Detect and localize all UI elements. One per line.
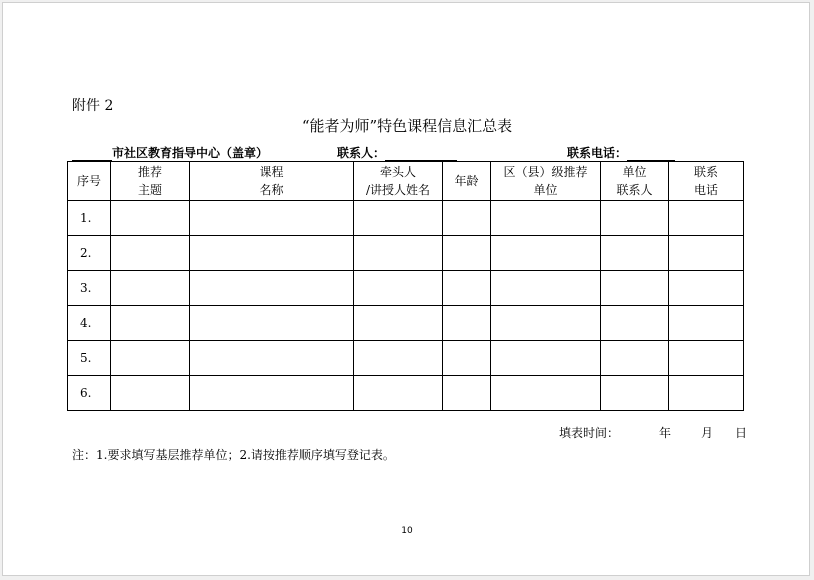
- contact-field: [337, 144, 457, 161]
- table-row: [68, 376, 744, 411]
- table-cell[interactable]: [669, 341, 744, 376]
- footnote: 注：1.要求填写基层推荐单位；2.请按推荐顺序填写登记表。: [72, 448, 395, 462]
- column-header: [443, 162, 491, 201]
- page-number: 10: [401, 526, 413, 536]
- table-cell[interactable]: [111, 306, 190, 341]
- day-label: 日: [735, 426, 748, 440]
- column-header: [354, 162, 443, 201]
- table-cell[interactable]: [601, 376, 669, 411]
- column-header-line: /讲授人姓名: [365, 183, 431, 197]
- table-row: [68, 341, 744, 376]
- table-cell[interactable]: [354, 376, 443, 411]
- row-number: 4.: [68, 306, 111, 341]
- table-cell[interactable]: [601, 201, 669, 236]
- phone-field: [567, 144, 675, 161]
- column-header-line: 联系人: [616, 183, 653, 197]
- row-number: 1.: [68, 201, 111, 236]
- column-header-line: 电话: [693, 183, 718, 197]
- column-header-line: 联系: [693, 165, 718, 179]
- table-cell[interactable]: [443, 236, 491, 271]
- table-cell[interactable]: [443, 306, 491, 341]
- table-cell[interactable]: [354, 236, 443, 271]
- table-cell[interactable]: [443, 376, 491, 411]
- column-header: [190, 162, 354, 201]
- table-cell[interactable]: [190, 341, 354, 376]
- table-cell[interactable]: [491, 201, 601, 236]
- table-cell[interactable]: [601, 341, 669, 376]
- column-header-line: 推荐: [137, 165, 162, 179]
- column-header-line: 单位: [622, 165, 647, 179]
- column-header-line: 单位: [533, 183, 558, 197]
- table-cell[interactable]: [354, 341, 443, 376]
- table-cell[interactable]: [190, 201, 354, 236]
- table-row: [68, 201, 744, 236]
- table-cell[interactable]: [190, 236, 354, 271]
- table-cell[interactable]: [190, 306, 354, 341]
- table-row: [68, 271, 744, 306]
- form-title: “能者为师”特色课程信息汇总表: [301, 117, 513, 135]
- table-cell[interactable]: [354, 201, 443, 236]
- phone-label: 联系电话：: [567, 146, 628, 160]
- table-cell[interactable]: [491, 236, 601, 271]
- table-row: [68, 306, 744, 341]
- table-cell[interactable]: [354, 271, 443, 306]
- center-blank: [72, 147, 112, 161]
- table-cell[interactable]: [354, 306, 443, 341]
- table-cell[interactable]: [111, 376, 190, 411]
- phone-blank: [627, 147, 675, 161]
- table-cell[interactable]: [669, 236, 744, 271]
- column-header: [68, 162, 111, 201]
- column-header-line: 年龄: [454, 174, 479, 188]
- month-label: 月: [701, 426, 714, 440]
- table-cell[interactable]: [669, 376, 744, 411]
- table-cell[interactable]: [111, 201, 190, 236]
- table-cell[interactable]: [443, 201, 491, 236]
- column-header-line: 名称: [259, 183, 284, 197]
- table-cell[interactable]: [601, 306, 669, 341]
- table-header-row: [68, 162, 744, 201]
- document-page: [2, 2, 810, 576]
- row-number: 2.: [68, 236, 111, 271]
- table-cell[interactable]: [443, 271, 491, 306]
- column-header: [669, 162, 744, 201]
- center-field: [72, 144, 268, 161]
- table-cell[interactable]: [491, 271, 601, 306]
- course-table: [67, 161, 744, 411]
- row-number: 3.: [68, 271, 111, 306]
- table-cell[interactable]: [491, 306, 601, 341]
- column-header: [601, 162, 669, 201]
- table-cell[interactable]: [190, 271, 354, 306]
- contact-blank: [385, 147, 457, 161]
- table-cell[interactable]: [111, 341, 190, 376]
- table-cell[interactable]: [111, 271, 190, 306]
- table-cell[interactable]: [601, 236, 669, 271]
- column-header-line: 区（县）级推荐: [503, 165, 588, 179]
- column-header-line: 课程: [259, 165, 284, 179]
- table-cell[interactable]: [443, 341, 491, 376]
- year-label: 年: [659, 426, 672, 440]
- table-cell[interactable]: [190, 376, 354, 411]
- column-header: [111, 162, 190, 201]
- table-cell[interactable]: [669, 271, 744, 306]
- table-row: [68, 236, 744, 271]
- column-header-line: 主题: [137, 183, 162, 197]
- table-body: [68, 201, 744, 411]
- center-label: 市社区教育指导中心（盖章）: [112, 146, 269, 160]
- table-cell[interactable]: [669, 306, 744, 341]
- row-number: 6.: [68, 376, 111, 411]
- table-cell[interactable]: [491, 341, 601, 376]
- column-header-line: 序号: [76, 174, 101, 188]
- table-cell[interactable]: [601, 271, 669, 306]
- column-header-line: 牵头人: [379, 165, 416, 179]
- fill-date-label: 填表时间：: [559, 426, 620, 440]
- table-cell[interactable]: [669, 201, 744, 236]
- attachment-label: 附件 2: [72, 98, 114, 114]
- row-number: 5.: [68, 341, 111, 376]
- contact-label: 联系人：: [337, 146, 386, 160]
- column-header: [491, 162, 601, 201]
- table-cell[interactable]: [111, 236, 190, 271]
- table-cell[interactable]: [491, 376, 601, 411]
